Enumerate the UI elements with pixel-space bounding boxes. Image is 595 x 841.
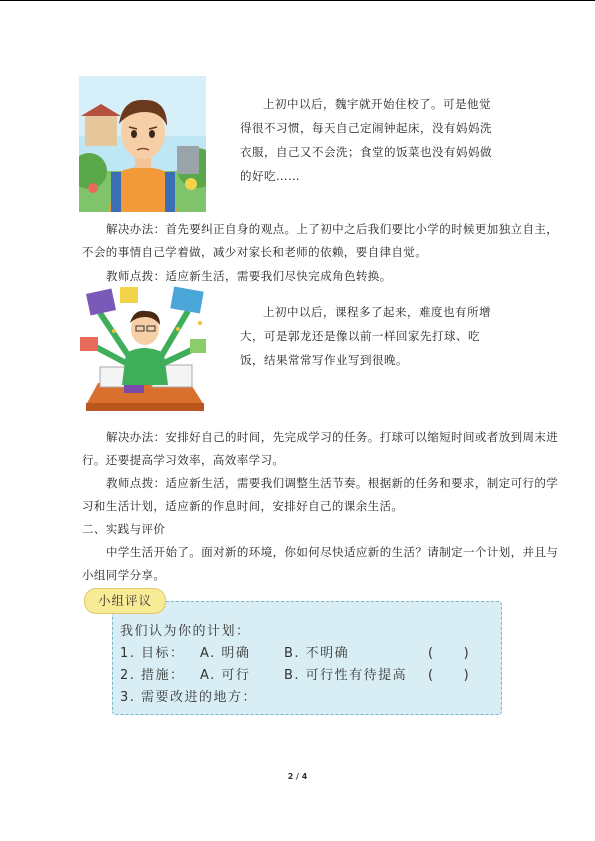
story-1-line: 的好吃…… xyxy=(240,169,300,183)
teacher-tip-2-line-1: 教师点拨：适应新生活，需要我们调整生活节奏。根据新的任务和要求，制定可行的学 xyxy=(106,476,559,490)
q2-option-b: B. 可行性有待提高 xyxy=(284,668,408,683)
q1-option-b: B. 不明确 xyxy=(284,646,350,661)
story-1-line: 得很不习惯，每天自己定闹钟起床，没有妈妈洗 xyxy=(240,121,492,135)
teacher-tip-2-line-2: 习和生活计划，适应新的作息时间，安排好自己的课余生活。 xyxy=(82,499,404,513)
section-2-line-1: 中学生活开始了。面对新的环境，你如何尽快适应新的生活？请制定一个计划，并且与 xyxy=(106,545,559,559)
solution-2-line-1: 解决办法：安排好自己的时间，先完成学习的任务。打球可以缩短时间或者放到周末进 xyxy=(106,430,559,444)
page-number: 2 / 4 xyxy=(287,772,308,781)
story-1 xyxy=(240,92,492,188)
q1-option-a: A. 明确 xyxy=(200,646,251,661)
q1-label: 1. 目标： xyxy=(120,646,185,661)
story-2-line: 大，可是郭龙还是像以前一样回家先打球、吃 xyxy=(240,329,480,343)
solution-1-line-2: 不会的事情自己学着做，减少对家长和老师的依赖，要自律自觉。 xyxy=(82,245,428,259)
evaluation-tab: 小组评议 xyxy=(84,588,166,614)
busy-student-illustration xyxy=(80,285,208,413)
section-2-heading: 二、实践与评价 xyxy=(82,522,166,536)
q3-label: 3. 需要改进的地方： xyxy=(120,690,258,705)
teacher-tip-1: 教师点拨：适应新生活，需要我们尽快完成角色转换。 xyxy=(106,269,392,283)
solution-1-line-1: 解决办法：首先要纠正自身的观点。上了初中之后我们要比小学的时候更加独立自主， xyxy=(106,222,559,236)
q2-label: 2. 措施： xyxy=(120,668,185,683)
story-1-line: 衣服，自己又不会洗；食堂的饭菜也没有妈妈做 xyxy=(240,145,492,159)
solution-2-line-2: 行。还要提高学习效率，高效率学习。 xyxy=(82,453,285,467)
evaluation-intro: 我们认为你的计划： xyxy=(120,624,251,639)
page-top-rule xyxy=(0,0,595,1)
story-2-line: 上初中以后，课程多了起来，难度也有所增 xyxy=(263,305,491,319)
q2-option-a: A. 可行 xyxy=(200,668,251,683)
story-1-line: 上初中以后，魏宇就开始住校了。可是他觉 xyxy=(263,97,491,111)
q2-answer-paren[interactable]: ( ) xyxy=(428,668,471,683)
section-2-line-2: 小组同学分享。 xyxy=(82,568,166,582)
q1-answer-paren[interactable]: ( ) xyxy=(428,646,471,661)
story-2 xyxy=(240,300,491,372)
boy-backpack-illustration xyxy=(79,76,206,212)
story-2-line: 饭，结果常常写作业写到很晚。 xyxy=(240,353,408,367)
